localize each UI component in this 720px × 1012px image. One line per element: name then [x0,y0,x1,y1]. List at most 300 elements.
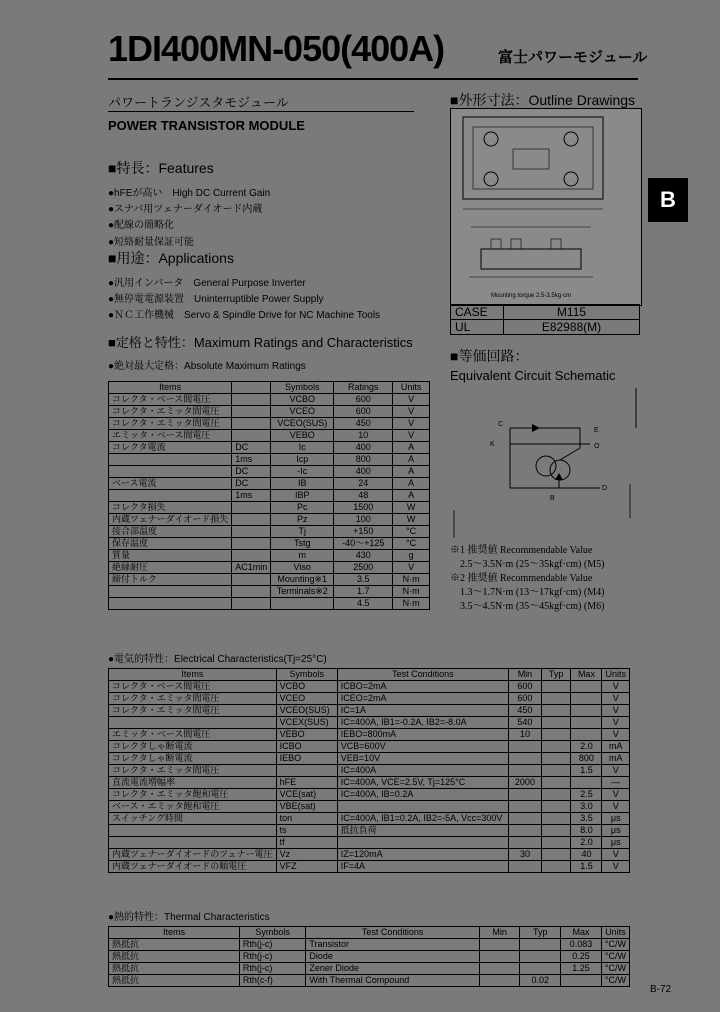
table-cell: VCEO [271,406,334,418]
table-cell: μs [602,837,630,849]
table-cell: コレクタしゃ断電流 [109,753,277,765]
table-cell: コレクタ・ベース間電圧 [109,394,232,406]
table-row [109,813,630,825]
table-cell [232,538,271,550]
column-header: Items [109,382,232,394]
table-cell: 3.5 [571,813,602,825]
table-cell [232,550,271,562]
table-cell: コレクタ・ベース間電圧 [109,681,277,693]
table-row [109,825,630,837]
circuit-svg [450,388,640,538]
table-row [109,729,630,741]
table-row [109,586,430,598]
table-cell [271,598,334,610]
column-header: Test Conditions [337,669,508,681]
table-cell: ICEO=2mA [337,693,508,705]
table-cell: 450 [509,705,542,717]
column-header: Items [109,927,240,939]
equivalent-heading-jp: ■等価回路： [450,348,529,364]
table-cell: VCEO(SUS) [271,418,334,430]
table-cell: V [602,693,630,705]
product-name-en: POWER TRANSISTOR MODULE [108,118,305,133]
table-cell: IC=1A [337,705,508,717]
table-cell [509,861,542,873]
table-cell: Rth(j-c) [239,939,305,951]
table-cell: 800 [571,753,602,765]
table-row [109,717,630,729]
table-cell [232,418,271,430]
table-cell: V [602,729,630,741]
table-cell: tf [276,837,337,849]
page-title: 1DI400MN-050(400A) [108,28,445,69]
table-cell: ts [276,825,337,837]
table-cell [571,693,602,705]
table-cell: 内蔵ツェナーダイオード損失 [109,514,232,526]
table-cell: Tj [271,526,334,538]
table-cell: A [393,478,430,490]
table-cell: 430 [334,550,393,562]
table-cell [541,825,571,837]
table-cell: 2000 [509,777,542,789]
table-cell: ICBO=2mA [337,681,508,693]
table-cell: +150 [334,526,393,538]
table-cell: ベース・エミッタ飽和電圧 [109,801,277,813]
table-cell: コレクタ・エミッタ間電圧 [109,705,277,717]
table-cell [571,777,602,789]
table-cell [541,729,571,741]
table-cell: 保存温度 [109,538,232,550]
table-cell [541,777,571,789]
table-cell: VCEO [276,693,337,705]
table-cell [541,717,571,729]
table-row [109,753,630,765]
table-cell: A [393,466,430,478]
table-cell: DC [232,442,271,454]
table-cell: 1ms [232,454,271,466]
application-item: ●ＮＣ工作機械 Servo & Spindle Drive for NC Machine Tools [108,310,381,321]
table-cell: Viso [271,562,334,574]
table-cell: N·m [393,598,430,610]
table-cell [561,975,602,987]
table-cell: IC=400A [337,765,508,777]
table-cell: コレクタ・エミッタ飽和電圧 [109,789,277,801]
table-cell: 600 [334,394,393,406]
table-cell [232,574,271,586]
column-header: Typ [541,669,571,681]
table-cell: DC [232,478,271,490]
table-cell: 1.5 [571,765,602,777]
table-cell [109,454,232,466]
table-cell: V [602,681,630,693]
table-row [109,801,630,813]
mounting-note: Mounting torque 2.5-3.5kg·cm [491,293,572,299]
table-cell [541,849,571,861]
table-row [109,574,430,586]
table-cell: 1.7 [334,586,393,598]
circuit-label-c: C [498,421,504,428]
table-cell: コレクタ・エミッタ間電圧 [109,765,277,777]
column-header: Symbols [271,382,334,394]
table-cell: 600 [334,406,393,418]
thermal-characteristics-table [108,926,630,987]
circuit-label-e: E [594,427,599,434]
table-cell: 24 [334,478,393,490]
page-number: B-72 [650,984,672,995]
table-cell: V [602,705,630,717]
table-cell: Rth(j-c) [239,951,305,963]
table-cell [232,406,271,418]
table-cell: コレクタ・エミッタ間電圧 [109,418,232,430]
table-row [109,975,630,987]
table-cell: Mounting※1 [271,574,334,586]
table-row [109,478,430,490]
ul-value: E82988(M) [504,320,640,335]
table-cell [571,717,602,729]
table-cell: コレクタしゃ断電流 [109,741,277,753]
table-row [109,939,630,951]
column-header: Units [602,669,630,681]
column-header: Units [393,382,430,394]
table-cell: コレクタ・エミッタ間電圧 [109,693,277,705]
table-cell: 1500 [334,502,393,514]
table-cell: 3.5 [334,574,393,586]
column-header: Test Conditions [306,927,480,939]
table-cell [509,837,542,849]
table-cell: 800 [334,454,393,466]
table-row [109,693,630,705]
table-row [109,705,630,717]
table-cell: mA [602,753,630,765]
table-row [109,502,430,514]
table-cell: VEBO [276,729,337,741]
table-cell [109,837,277,849]
table-cell: 熱抵抗 [109,975,240,987]
table-cell: — [602,777,630,789]
table-cell: W [393,514,430,526]
table-cell: ベース電流 [109,478,232,490]
note-line: 1.3～1.7N·m (13～17kgf·cm) (M4) [450,587,605,598]
table-cell: 40 [571,849,602,861]
column-header: Max [561,927,602,939]
table-row [109,837,630,849]
table-cell: 30 [509,849,542,861]
table-cell [232,430,271,442]
table-cell [571,705,602,717]
table-cell [232,514,271,526]
table-row [109,466,430,478]
table-cell: AC1min [232,562,271,574]
table-cell: V [393,562,430,574]
table-cell [571,729,602,741]
table-cell [509,741,542,753]
table-cell: m [271,550,334,562]
note-line: ※2 推奨値 Recommendable Value [450,573,593,584]
table-cell: °C [393,538,430,550]
table-cell: Transistor [306,939,480,951]
table-row [109,861,630,873]
table-cell: 8.0 [571,825,602,837]
table-cell: V [393,394,430,406]
table-cell: 450 [334,418,393,430]
table-cell [541,753,571,765]
table-cell: 2.0 [571,741,602,753]
table-cell: 100 [334,514,393,526]
table-cell: Rth(c-f) [239,975,305,987]
brand-name: 富士パワーモジュール [498,49,648,66]
ul-label: UL [451,320,504,335]
table-cell: Zener Diode [306,963,480,975]
table-cell [541,813,571,825]
case-label: CASE [451,305,504,320]
table-cell: VBE(sat) [276,801,337,813]
table-cell [520,963,561,975]
table-cell [520,939,561,951]
table-row [109,963,630,975]
table-cell: Pc [271,502,334,514]
table-cell [541,801,571,813]
electrical-subheading: ●電気的特性：Electrical Characteristics(Tj=25°C) [108,654,327,665]
column-header: Ratings [334,382,393,394]
column-header: Symbols [276,669,337,681]
table-cell: 熱抵抗 [109,963,240,975]
table-cell [109,825,277,837]
table-cell: VEBO [271,430,334,442]
table-cell: IF=4A [337,861,508,873]
circuit-label-d: D [602,485,608,492]
table-cell: W [393,502,430,514]
table-row [109,562,430,574]
note-line: 3.5～4.5N·m (35～45kgf·cm) (M6) [450,601,605,612]
table-cell: 400 [334,442,393,454]
table-cell [232,586,271,598]
table-cell [541,861,571,873]
table-cell: 絶縁耐圧 [109,562,232,574]
table-cell: VCBO [271,394,334,406]
table-cell: 熱抵抗 [109,951,240,963]
circuit-label-k: K [490,441,495,448]
table-cell: 10 [509,729,542,741]
table-cell: -40～+125 [334,538,393,550]
outline-heading [450,90,635,110]
table-row [109,526,430,538]
table-cell: A [393,442,430,454]
note-line: ※1 推奨値 Recommendable Value [450,545,593,556]
table-cell: hFE [276,777,337,789]
table-cell [109,598,232,610]
table-row [451,305,640,320]
table-cell [479,975,520,987]
table-cell [337,801,508,813]
table-cell: 直流電流増幅率 [109,777,277,789]
table-row [109,394,430,406]
table-row [109,538,430,550]
table-cell: Tstg [271,538,334,550]
table-cell: エミッタ・ベース間電圧 [109,729,277,741]
absolute-max-ratings-table [108,381,430,610]
column-header [232,382,271,394]
features-heading: ■特長：Features [108,160,214,176]
application-item: ●無停電電源装置 Uninterruptible Power Supply [108,294,324,305]
table-row [109,598,430,610]
table-cell: 1.5 [571,861,602,873]
table-cell: 接合部温度 [109,526,232,538]
table-cell: °C [393,526,430,538]
table-cell: IB [271,478,334,490]
circuit-label-b: B [550,495,555,502]
table-cell: 内蔵ツェナーダイオードのツェナー電圧 [109,849,277,861]
table-cell [232,394,271,406]
table-cell: 2500 [334,562,393,574]
table-cell: コレクタ電流 [109,442,232,454]
table-cell: IC=400A, VCE=2.5V, Tj=125°C [337,777,508,789]
table-cell: 2.5 [571,789,602,801]
case-value: M115 [504,305,640,320]
table-cell [541,765,571,777]
table-row [109,454,430,466]
table-cell [232,502,271,514]
table-cell: -Ic [271,466,334,478]
table-cell: Terminals※2 [271,586,334,598]
table-cell: IC=400A, IB=0.2A [337,789,508,801]
column-header: Items [109,669,277,681]
table-cell [509,753,542,765]
table-cell: DC [232,466,271,478]
equivalent-circuit [450,388,640,538]
column-header: Min [509,669,542,681]
circuit-label-o: O [594,443,600,450]
table-row [109,951,630,963]
table-cell: 熱抵抗 [109,939,240,951]
ratings-heading: ■定格と特性：Maximum Ratings and Characteristics [108,335,413,350]
table-cell: エミッタ・ベース間電圧 [109,430,232,442]
table-row [451,320,640,335]
feature-item: ●スナバ用ツェナーダイオード内蔵 [108,204,263,215]
table-cell: VCE(sat) [276,789,337,801]
table-cell: V [602,861,630,873]
table-cell [109,586,232,598]
table-cell [232,598,271,610]
table-cell: 抵抗負荷 [337,825,508,837]
table-cell: V [602,801,630,813]
table-cell: 0.25 [561,951,602,963]
table-row [109,741,630,753]
table-cell: Ic [271,442,334,454]
table-cell [109,490,232,502]
table-cell: 10 [334,430,393,442]
table-cell: °C/W [601,975,629,987]
table-cell: μs [602,825,630,837]
table-cell [509,801,542,813]
table-cell: 締付トルク [109,574,232,586]
table-cell: IC=400A, IB1=-0.2A, IB2=-8.0A [337,717,508,729]
table-cell: V [602,849,630,861]
column-header: Typ [520,927,561,939]
table-cell: Pz [271,514,334,526]
table-cell: 1ms [232,490,271,502]
table-cell [109,717,277,729]
table-cell: °C/W [601,963,629,975]
table-cell [520,951,561,963]
table-row [109,849,630,861]
table-cell [509,813,542,825]
table-cell: スイッチング時間 [109,813,277,825]
outline-heading-text: ■外形寸法：Outline Drawings [450,92,636,108]
table-cell [541,693,571,705]
table-row [109,418,430,430]
table-row [109,765,630,777]
table-header-row [109,927,630,939]
table-cell: V [393,406,430,418]
column-header: Min [479,927,520,939]
table-cell: IZ=120mA [337,849,508,861]
table-cell: 600 [509,681,542,693]
table-row [109,550,430,562]
table-cell: A [393,454,430,466]
table-row [109,430,430,442]
table-row [109,777,630,789]
table-cell [109,466,232,478]
electrical-characteristics-table [108,668,630,873]
outline-drawing-svg [451,109,641,305]
application-item: ●汎用インバータ General Purpose Inverter [108,278,306,289]
feature-item: ●配線の簡略化 [108,220,175,231]
table-cell [479,963,520,975]
table-cell: g [393,550,430,562]
section-tab: B [648,178,688,222]
table-cell: 600 [509,693,542,705]
table-cell: 質量 [109,550,232,562]
table-cell: Diode [306,951,480,963]
table-cell: 0.02 [520,975,561,987]
table-cell: VFZ [276,861,337,873]
table-cell [541,681,571,693]
table-cell: コレクタ・エミッタ間電圧 [109,406,232,418]
table-cell: 2.0 [571,837,602,849]
table-row [109,789,630,801]
table-cell [232,526,271,538]
thermal-subheading: ●熱的特性：Thermal Characteristics [108,912,270,923]
table-header-row [109,382,430,394]
abs-max-subheading: ●絶対最大定格：Absolute Maximum Ratings [108,361,306,372]
table-cell [571,681,602,693]
table-row [109,490,430,502]
applications-heading: ■用途：Applications [108,250,234,266]
column-header: Symbols [239,927,305,939]
outline-drawing [450,108,642,306]
table-cell: V [602,717,630,729]
table-cell: Vz [276,849,337,861]
table-cell: 3.0 [571,801,602,813]
table-cell: N·m [393,586,430,598]
table-cell [276,765,337,777]
table-cell: Icp [271,454,334,466]
table-cell: V [602,789,630,801]
table-cell: °C/W [601,939,629,951]
title-rule [108,78,638,80]
table-cell: V [393,430,430,442]
table-cell: コレクタ損失 [109,502,232,514]
table-cell: V [602,765,630,777]
table-cell [541,789,571,801]
table-cell [479,939,520,951]
product-name-jp: パワートランジスタモジュール [108,95,289,110]
table-cell: 48 [334,490,393,502]
table-header-row [109,669,630,681]
table-cell: VCB=600V [337,741,508,753]
table-cell: V [393,418,430,430]
table-cell: VCEO(SUS) [276,705,337,717]
table-cell: μs [602,813,630,825]
